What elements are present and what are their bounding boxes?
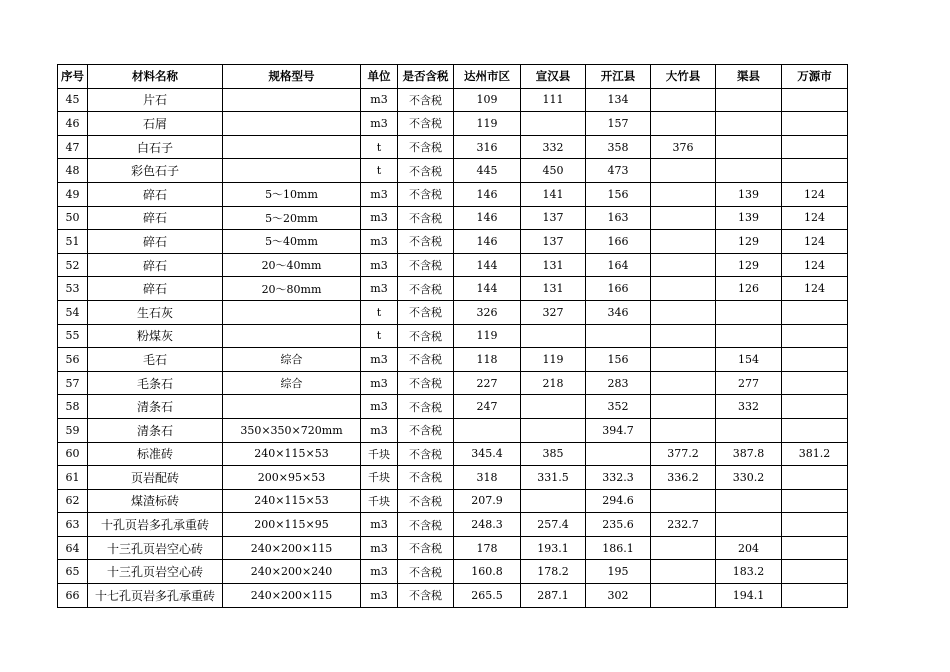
cell-quxian[interactable]: 204 [716,536,782,560]
cell-quxian[interactable] [716,88,782,112]
cell-wanyuan[interactable] [782,348,848,372]
cell-xuanhan[interactable]: 193.1 [521,536,586,560]
table-row [58,513,848,537]
cell-seq[interactable]: 55 [58,324,88,348]
cell-xuanhan[interactable]: 257.4 [521,513,586,537]
cell-kaijiang[interactable]: 394.7 [586,418,651,442]
cell-tax[interactable]: 不含税 [398,277,454,301]
cell-unit[interactable]: m3 [361,112,398,136]
cell-name[interactable]: 碎石 [88,206,223,230]
cell-dazhu[interactable] [651,418,716,442]
table-row [58,418,848,442]
cell-dazhu[interactable] [651,560,716,584]
cell-spec[interactable] [223,88,361,112]
cell-dazhu[interactable]: 376 [651,135,716,159]
cell-kaijiang[interactable]: 156 [586,182,651,206]
cell-tax[interactable]: 不含税 [398,418,454,442]
cell-tax[interactable]: 不含税 [398,348,454,372]
cell-spec[interactable]: 240×200×115 [223,536,361,560]
cell-seq[interactable]: 51 [58,230,88,254]
cell-spec[interactable]: 综合 [223,348,361,372]
cell-name[interactable]: 清条石 [88,395,223,419]
cell-kaijiang[interactable]: 186.1 [586,536,651,560]
cell-unit[interactable]: m3 [361,418,398,442]
cell-xuanhan[interactable]: 450 [521,159,586,183]
cell-name[interactable]: 碎石 [88,253,223,277]
cell-tax[interactable]: 不含税 [398,159,454,183]
cell-xuanhan[interactable] [521,418,586,442]
cell-dazhou[interactable]: 248.3 [454,513,521,537]
cell-dazhu[interactable] [651,371,716,395]
cell-quxian[interactable]: 154 [716,348,782,372]
header-seq[interactable]: 序号 [58,65,88,89]
cell-dazhou[interactable]: 119 [454,324,521,348]
cell-unit[interactable]: m3 [361,560,398,584]
cell-kaijiang[interactable]: 164 [586,253,651,277]
header-wanyuan[interactable]: 万源市 [782,65,848,89]
cell-wanyuan[interactable] [782,371,848,395]
table-row [58,135,848,159]
cell-wanyuan[interactable]: 124 [782,277,848,301]
cell-quxian[interactable] [716,112,782,136]
cell-wanyuan[interactable]: 124 [782,206,848,230]
table-row [58,395,848,419]
table-row [58,277,848,301]
cell-xuanhan[interactable]: 131 [521,277,586,301]
cell-name[interactable]: 标准砖 [88,442,223,466]
cell-wanyuan[interactable]: 124 [782,182,848,206]
cell-spec[interactable]: 350×350×720mm [223,418,361,442]
table-row [58,560,848,584]
cell-name[interactable]: 煤渣标砖 [88,489,223,513]
cell-quxian[interactable]: 139 [716,206,782,230]
cell-wanyuan[interactable] [782,395,848,419]
cell-spec[interactable] [223,395,361,419]
cell-name[interactable]: 片石 [88,88,223,112]
cell-quxian[interactable]: 139 [716,182,782,206]
table-row [58,584,848,608]
cell-unit[interactable]: t [361,324,398,348]
cell-spec[interactable] [223,112,361,136]
cell-kaijiang[interactable]: 156 [586,348,651,372]
cell-unit[interactable]: m3 [361,182,398,206]
cell-seq[interactable]: 54 [58,300,88,324]
cell-name[interactable]: 彩色石子 [88,159,223,183]
cell-seq[interactable]: 46 [58,112,88,136]
cell-wanyuan[interactable] [782,112,848,136]
cell-quxian[interactable] [716,418,782,442]
cell-seq[interactable]: 47 [58,135,88,159]
table-row [58,442,848,466]
cell-dazhou[interactable]: 207.9 [454,489,521,513]
header-xuanhan[interactable]: 宣汉县 [521,65,586,89]
cell-xuanhan[interactable]: 332 [521,135,586,159]
cell-tax[interactable]: 不含税 [398,584,454,608]
table-row [58,182,848,206]
cell-spec[interactable]: 240×115×53 [223,489,361,513]
table-row [58,112,848,136]
cell-dazhou[interactable]: 247 [454,395,521,419]
material-price-table [57,64,848,608]
cell-spec[interactable]: 20～80mm [223,277,361,301]
cell-tax[interactable]: 不含税 [398,206,454,230]
cell-kaijiang[interactable]: 163 [586,206,651,230]
cell-xuanhan[interactable]: 141 [521,182,586,206]
cell-name[interactable]: 毛石 [88,348,223,372]
cell-tax[interactable]: 不含税 [398,466,454,490]
cell-unit[interactable]: 千块 [361,442,398,466]
header-quxian[interactable]: 渠县 [716,65,782,89]
cell-name[interactable]: 十三孔页岩空心砖 [88,560,223,584]
cell-dazhu[interactable] [651,395,716,419]
cell-wanyuan[interactable]: 124 [782,253,848,277]
cell-tax[interactable]: 不含税 [398,536,454,560]
cell-spec[interactable]: 240×200×240 [223,560,361,584]
cell-xuanhan[interactable]: 119 [521,348,586,372]
cell-quxian[interactable]: 330.2 [716,466,782,490]
cell-tax[interactable]: 不含税 [398,230,454,254]
cell-spec[interactable]: 200×95×53 [223,466,361,490]
cell-wanyuan[interactable] [782,513,848,537]
cell-xuanhan[interactable]: 131 [521,253,586,277]
cell-dazhou[interactable]: 144 [454,253,521,277]
table-row [58,88,848,112]
cell-unit[interactable]: m3 [361,348,398,372]
cell-spec[interactable] [223,159,361,183]
cell-tax[interactable]: 不含税 [398,371,454,395]
cell-tax[interactable]: 不含税 [398,253,454,277]
cell-spec[interactable] [223,324,361,348]
cell-dazhu[interactable] [651,584,716,608]
header-unit[interactable]: 单位 [361,65,398,89]
cell-quxian[interactable]: 126 [716,277,782,301]
cell-wanyuan[interactable]: 124 [782,230,848,254]
table-row [58,536,848,560]
cell-seq[interactable]: 48 [58,159,88,183]
cell-spec[interactable]: 200×115×95 [223,513,361,537]
cell-dazhou[interactable]: 146 [454,182,521,206]
table-row [58,489,848,513]
cell-dazhu[interactable] [651,253,716,277]
cell-tax[interactable]: 不含税 [398,489,454,513]
cell-wanyuan[interactable]: 381.2 [782,442,848,466]
table-row [58,371,848,395]
cell-dazhou[interactable]: 445 [454,159,521,183]
cell-kaijiang[interactable]: 346 [586,300,651,324]
cell-unit[interactable]: m3 [361,395,398,419]
cell-dazhou[interactable]: 178 [454,536,521,560]
cell-unit[interactable]: t [361,159,398,183]
cell-seq[interactable]: 62 [58,489,88,513]
cell-kaijiang[interactable]: 302 [586,584,651,608]
cell-seq[interactable]: 56 [58,348,88,372]
cell-unit[interactable]: m3 [361,277,398,301]
table-row [58,300,848,324]
cell-spec[interactable]: 240×200×115 [223,584,361,608]
cell-kaijiang[interactable]: 134 [586,88,651,112]
cell-spec[interactable] [223,300,361,324]
cell-dazhou[interactable]: 326 [454,300,521,324]
cell-seq[interactable]: 45 [58,88,88,112]
cell-name[interactable]: 石屑 [88,112,223,136]
cell-spec[interactable] [223,135,361,159]
cell-wanyuan[interactable] [782,418,848,442]
cell-spec[interactable]: 5～20mm [223,206,361,230]
cell-dazhou[interactable] [454,418,521,442]
cell-name[interactable]: 粉煤灰 [88,324,223,348]
cell-wanyuan[interactable] [782,300,848,324]
cell-wanyuan[interactable] [782,88,848,112]
cell-seq[interactable]: 50 [58,206,88,230]
table-row [58,253,848,277]
cell-unit[interactable]: m3 [361,230,398,254]
cell-xuanhan[interactable]: 218 [521,371,586,395]
cell-xuanhan[interactable]: 178.2 [521,560,586,584]
cell-name[interactable]: 十三孔页岩空心砖 [88,536,223,560]
cell-dazhu[interactable]: 232.7 [651,513,716,537]
table-row [58,230,848,254]
cell-quxian[interactable]: 332 [716,395,782,419]
header-dazhou[interactable]: 达州市区 [454,65,521,89]
cell-xuanhan[interactable]: 137 [521,230,586,254]
cell-tax[interactable]: 不含税 [398,560,454,584]
cell-tax[interactable]: 不含税 [398,395,454,419]
cell-name[interactable]: 碎石 [88,277,223,301]
cell-dazhu[interactable] [651,182,716,206]
cell-dazhu[interactable] [651,348,716,372]
cell-name[interactable]: 十孔页岩多孔承重砖 [88,513,223,537]
cell-xuanhan[interactable] [521,112,586,136]
cell-quxian[interactable]: 183.2 [716,560,782,584]
header-spec[interactable]: 规格型号 [223,65,361,89]
cell-dazhou[interactable]: 118 [454,348,521,372]
header-tax[interactable]: 是否含税 [398,65,454,89]
cell-quxian[interactable]: 129 [716,253,782,277]
cell-dazhou[interactable]: 146 [454,206,521,230]
cell-tax[interactable]: 不含税 [398,88,454,112]
cell-dazhou[interactable]: 265.5 [454,584,521,608]
cell-quxian[interactable] [716,324,782,348]
cell-dazhou[interactable]: 119 [454,112,521,136]
cell-wanyuan[interactable] [782,135,848,159]
cell-kaijiang[interactable]: 157 [586,112,651,136]
cell-wanyuan[interactable] [782,324,848,348]
cell-quxian[interactable] [716,513,782,537]
cell-xuanhan[interactable]: 137 [521,206,586,230]
cell-wanyuan[interactable] [782,466,848,490]
cell-kaijiang[interactable]: 294.6 [586,489,651,513]
cell-dazhou[interactable]: 109 [454,88,521,112]
cell-dazhu[interactable] [651,88,716,112]
cell-spec[interactable]: 5～10mm [223,182,361,206]
cell-dazhu[interactable] [651,536,716,560]
cell-xuanhan[interactable]: 111 [521,88,586,112]
cell-tax[interactable]: 不含税 [398,112,454,136]
cell-wanyuan[interactable] [782,489,848,513]
cell-unit[interactable]: t [361,300,398,324]
cell-xuanhan[interactable]: 385 [521,442,586,466]
cell-kaijiang[interactable]: 195 [586,560,651,584]
cell-quxian[interactable] [716,159,782,183]
cell-spec[interactable]: 综合 [223,371,361,395]
cell-unit[interactable]: m3 [361,536,398,560]
cell-kaijiang[interactable]: 332.3 [586,466,651,490]
cell-dazhou[interactable]: 144 [454,277,521,301]
header-name[interactable]: 材料名称 [88,65,223,89]
table-row [58,206,848,230]
cell-name[interactable]: 十七孔页岩多孔承重砖 [88,584,223,608]
cell-seq[interactable]: 59 [58,418,88,442]
cell-seq[interactable]: 52 [58,253,88,277]
cell-quxian[interactable] [716,489,782,513]
cell-dazhu[interactable] [651,489,716,513]
cell-xuanhan[interactable] [521,324,586,348]
cell-seq[interactable]: 63 [58,513,88,537]
cell-name[interactable]: 页岩配砖 [88,466,223,490]
cell-name[interactable]: 生石灰 [88,300,223,324]
cell-kaijiang[interactable] [586,324,651,348]
cell-kaijiang[interactable]: 166 [586,230,651,254]
cell-seq[interactable]: 53 [58,277,88,301]
cell-dazhou[interactable]: 160.8 [454,560,521,584]
cell-name[interactable]: 白石子 [88,135,223,159]
cell-seq[interactable]: 58 [58,395,88,419]
cell-tax[interactable]: 不含税 [398,135,454,159]
cell-unit[interactable]: m3 [361,371,398,395]
cell-seq[interactable]: 57 [58,371,88,395]
cell-seq[interactable]: 49 [58,182,88,206]
cell-kaijiang[interactable]: 235.6 [586,513,651,537]
header-row [58,65,848,89]
cell-unit[interactable]: m3 [361,206,398,230]
cell-unit[interactable]: m3 [361,513,398,537]
cell-unit[interactable]: t [361,135,398,159]
cell-wanyuan[interactable] [782,584,848,608]
cell-dazhu[interactable]: 336.2 [651,466,716,490]
cell-tax[interactable]: 不含税 [398,182,454,206]
cell-dazhu[interactable]: 377.2 [651,442,716,466]
cell-kaijiang[interactable]: 283 [586,371,651,395]
cell-seq[interactable]: 66 [58,584,88,608]
cell-quxian[interactable]: 387.8 [716,442,782,466]
cell-seq[interactable]: 65 [58,560,88,584]
cell-unit[interactable]: m3 [361,584,398,608]
table-row [58,159,848,183]
cell-tax[interactable]: 不含税 [398,442,454,466]
cell-dazhu[interactable] [651,159,716,183]
cell-name[interactable]: 碎石 [88,230,223,254]
cell-dazhou[interactable]: 318 [454,466,521,490]
header-kaijiang[interactable]: 开江县 [586,65,651,89]
cell-dazhou[interactable]: 227 [454,371,521,395]
cell-kaijiang[interactable]: 358 [586,135,651,159]
cell-kaijiang[interactable]: 473 [586,159,651,183]
table-row [58,324,848,348]
cell-unit[interactable]: 千块 [361,489,398,513]
cell-quxian[interactable]: 277 [716,371,782,395]
cell-xuanhan[interactable] [521,395,586,419]
cell-wanyuan[interactable] [782,159,848,183]
cell-seq[interactable]: 64 [58,536,88,560]
cell-spec[interactable]: 5～40mm [223,230,361,254]
cell-seq[interactable]: 61 [58,466,88,490]
cell-unit[interactable]: m3 [361,88,398,112]
cell-unit[interactable]: 千块 [361,466,398,490]
table-body [58,88,848,607]
cell-kaijiang[interactable]: 352 [586,395,651,419]
cell-dazhu[interactable] [651,206,716,230]
cell-dazhou[interactable]: 316 [454,135,521,159]
cell-name[interactable]: 毛条石 [88,371,223,395]
cell-quxian[interactable] [716,300,782,324]
cell-wanyuan[interactable] [782,536,848,560]
table-row [58,348,848,372]
cell-xuanhan[interactable]: 287.1 [521,584,586,608]
cell-spec[interactable]: 20～40mm [223,253,361,277]
cell-quxian[interactable] [716,135,782,159]
cell-xuanhan[interactable] [521,489,586,513]
cell-seq[interactable]: 60 [58,442,88,466]
cell-dazhu[interactable] [651,300,716,324]
table-row [58,466,848,490]
cell-quxian[interactable]: 129 [716,230,782,254]
cell-kaijiang[interactable] [586,442,651,466]
cell-name[interactable]: 碎石 [88,182,223,206]
cell-dazhou[interactable]: 146 [454,230,521,254]
cell-xuanhan[interactable]: 331.5 [521,466,586,490]
cell-dazhu[interactable] [651,112,716,136]
header-dazhu[interactable]: 大竹县 [651,65,716,89]
cell-kaijiang[interactable]: 166 [586,277,651,301]
cell-dazhou[interactable]: 345.4 [454,442,521,466]
cell-tax[interactable]: 不含税 [398,324,454,348]
cell-tax[interactable]: 不含税 [398,513,454,537]
cell-name[interactable]: 清条石 [88,418,223,442]
cell-wanyuan[interactable] [782,560,848,584]
cell-dazhu[interactable] [651,230,716,254]
cell-quxian[interactable]: 194.1 [716,584,782,608]
cell-dazhu[interactable] [651,324,716,348]
cell-xuanhan[interactable]: 327 [521,300,586,324]
cell-spec[interactable]: 240×115×53 [223,442,361,466]
cell-dazhu[interactable] [651,277,716,301]
cell-unit[interactable]: m3 [361,253,398,277]
cell-tax[interactable]: 不含税 [398,300,454,324]
